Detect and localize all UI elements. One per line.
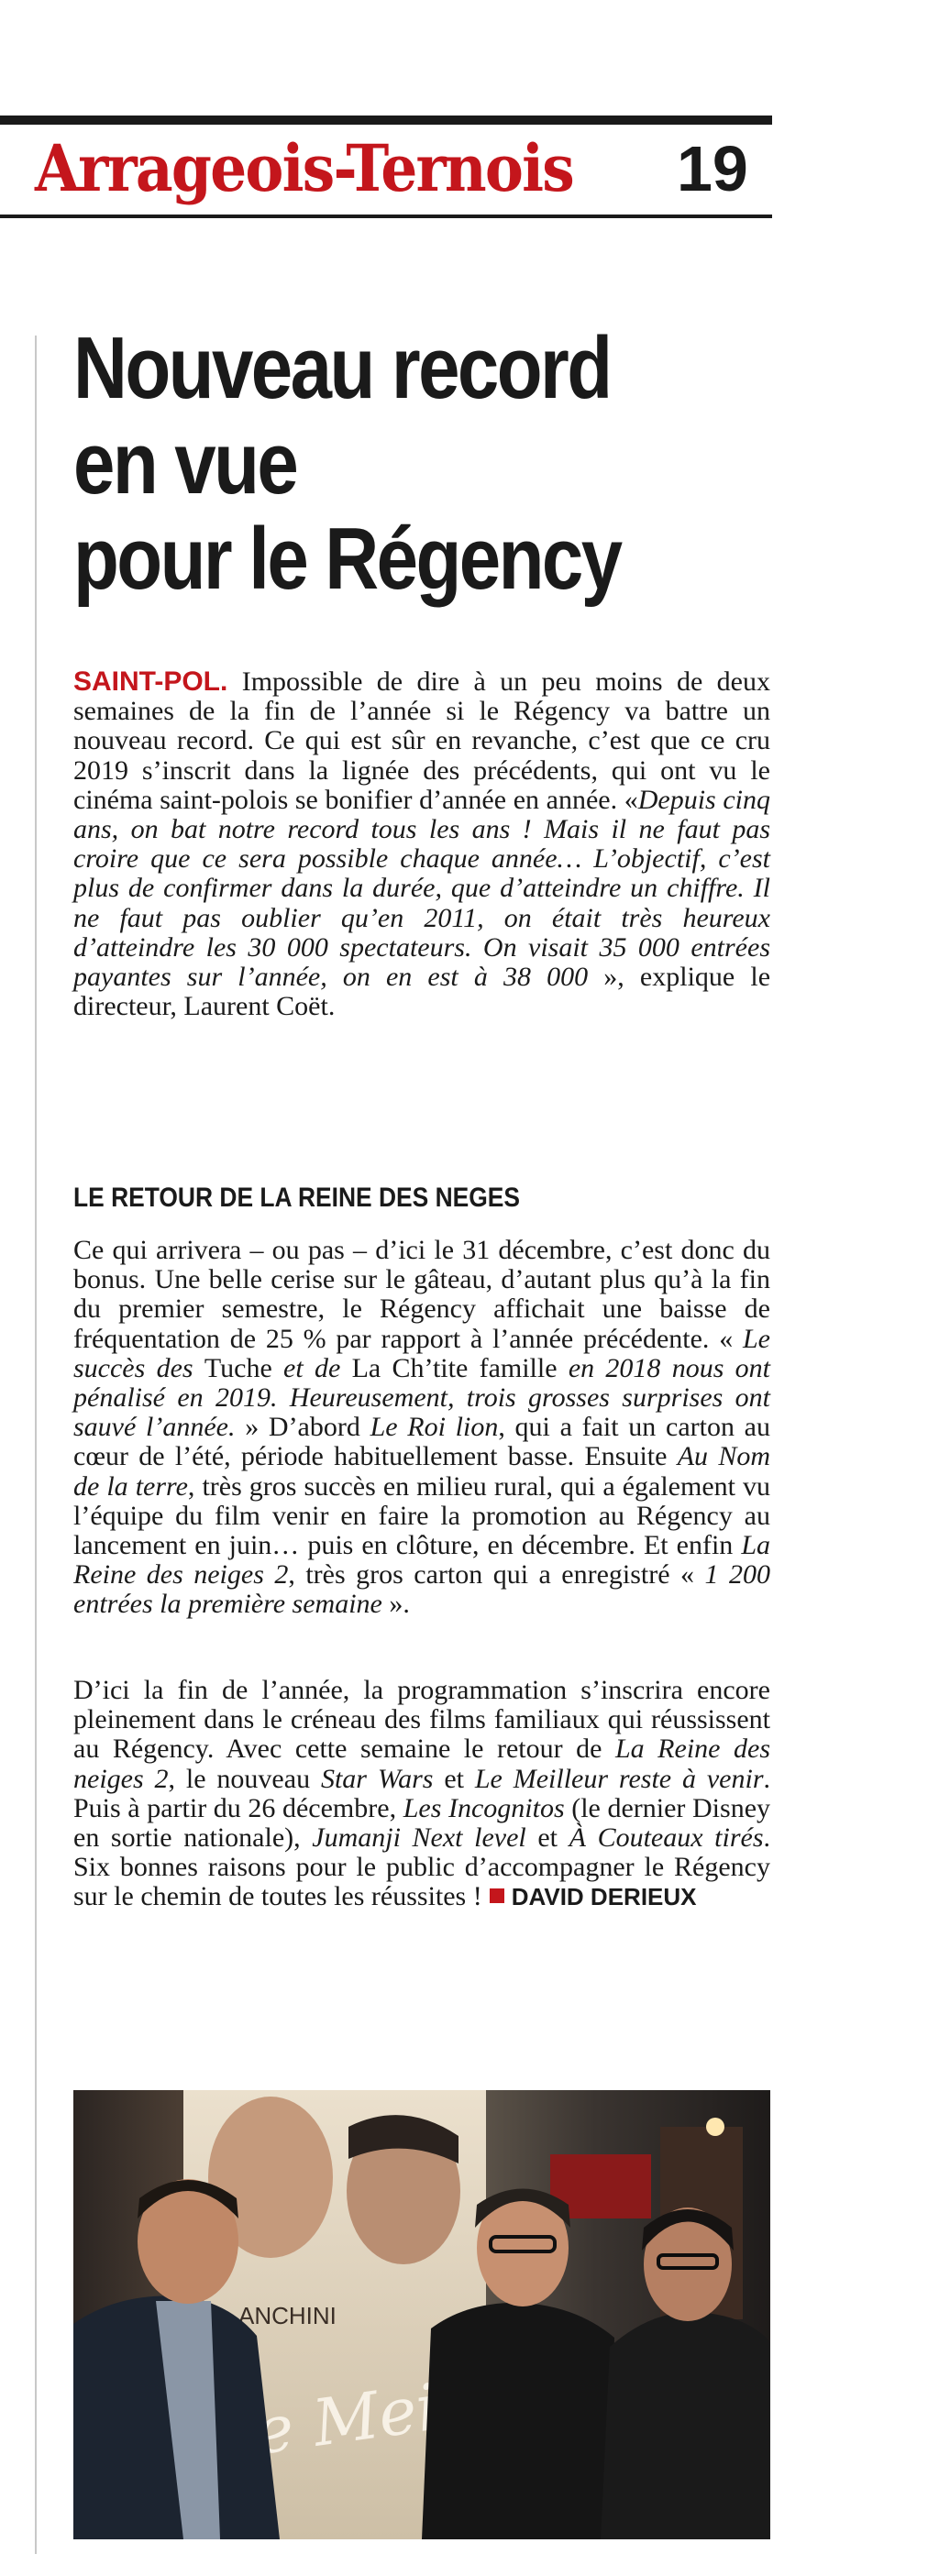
- section-title: Arrageois-Ternois: [35, 130, 573, 206]
- film-title: Jumanji Next level: [312, 1822, 526, 1854]
- article-paragraph-1: [73, 667, 770, 1021]
- headline-line: en vue: [73, 414, 297, 512]
- poster-credit-text: ANCHINI: [238, 2302, 337, 2329]
- photo-illustration: [73, 2090, 770, 2539]
- article-paragraph-3: [73, 1676, 770, 1912]
- quote-text: Le succès des: [73, 1323, 770, 1383]
- body-text: D’ici la fin de l’année, la programmation s’inscrira encore pleinement dans le créneau des films familiaux qui réussissent au Régency. Avec cette semaine le retour de: [73, 1675, 770, 1765]
- quote-text: et de: [271, 1352, 352, 1383]
- body-text: (le dernier Disney en sortie nationale),: [73, 1792, 771, 1854]
- dateline: SAINT-POL.: [73, 666, 228, 697]
- film-title: Tuche: [204, 1352, 272, 1383]
- body-text: » D’abord: [235, 1412, 370, 1443]
- headline-line: Nouveau record: [73, 319, 611, 417]
- ceiling-light: [706, 2118, 724, 2136]
- body-text: , très gros succès en milieu rural, qui a également vu l’équipe du film venir en faire la promotion au Régency au lancement en juin… puis en clôture, en décembre. Et enfin: [73, 1470, 771, 1561]
- person-middle-sweater: [422, 2303, 614, 2539]
- film-title: À Couteaux tirés: [569, 1822, 764, 1854]
- body-text: », explique le directeur, Laurent Coët.: [73, 962, 771, 1022]
- article-photo: [73, 2090, 770, 2539]
- quote-text: Depuis cinq ans, on bat notre record tous les ans ! Mais il ne faut pas croire que ce sera possible chaque année… L’objectif, c’est plus de confirmer dans la durée, que d’atteindre un chiffre. Il ne faut pas oublier qu’en 2011, on était très heureux d’atteindre les 30 000 spectateurs. On visait 35 000 entrées payantes sur l’année, on en est à 38 000: [73, 784, 771, 993]
- body-text: Ce qui arrivera – ou pas – d’ici le 31 décembre, c’est donc du bonus. Une belle cerise sur le gâteau, d’autant plus qu’à la fin du premier semestre, le Régency affichait une baisse de fréquentation de 25 % par rapport à l’année précédente. «: [73, 1235, 770, 1354]
- masthead-top-rule: [0, 116, 772, 125]
- subheading: LE RETOUR DE LA REINE DES NEGES: [73, 1183, 521, 1213]
- body-text: , qui a fait un carton au cœur de l’été, période habituellement basse. Ensuite: [73, 1412, 770, 1472]
- headline: [73, 321, 770, 607]
- end-of-article-mark: [490, 1888, 504, 1903]
- body-text: . Six bonnes raisons pour le public d’accompagner le Régency sur le chemin de toutes les réussites !: [73, 1822, 771, 1912]
- quote-text: 1 200 entrées la première semaine: [73, 1559, 771, 1620]
- person-right-jacket: [601, 2312, 770, 2539]
- body-text: , très gros carton qui a enregistré «: [288, 1559, 705, 1591]
- body-text: , le nouveau: [168, 1763, 321, 1794]
- film-title: Au Nom de la terre: [73, 1441, 770, 1502]
- body-text: et: [433, 1763, 475, 1794]
- byline: DAVID DERIEUX: [511, 1883, 697, 1911]
- masthead-bottom-rule: [0, 215, 772, 218]
- body-text: et: [525, 1822, 569, 1854]
- film-title: Le Meilleur reste à venir: [474, 1763, 764, 1794]
- poster-title-text: Meill: [308, 2363, 483, 2461]
- film-title: Les Incognitos: [403, 1792, 565, 1823]
- body-text: . Puis à partir du 26 décembre,: [73, 1763, 770, 1823]
- body-text: Impossible de dire à un peu moins de deux semaines de la fin de l’année si le Régency va battre un nouveau record. Ce qui est sûr en revanche, c’est que ce cru 2019 s’inscrit dans la lignée des précédents, qui ont vu le cinéma saint-polois se bonifier d’année en année. «: [73, 666, 770, 815]
- headline-line: pour le Régency: [73, 510, 621, 608]
- film-title: Star Wars: [320, 1763, 434, 1794]
- body-text: ».: [381, 1589, 410, 1620]
- film-title: La Reine des neiges 2: [73, 1734, 770, 1794]
- article-paragraph-2: [73, 1236, 770, 1620]
- quote-text: en 2018 nous ont pénalisé en 2019. Heureusement, trois grosses surprises ont sauvé l’année.: [73, 1352, 771, 1443]
- film-title: La Reine des neiges 2: [73, 1530, 770, 1591]
- column-divider: [35, 336, 37, 2554]
- film-title: La Ch’tite famille: [351, 1352, 558, 1383]
- film-title: Le Roi lion: [370, 1412, 499, 1443]
- page-number: 19: [677, 133, 748, 204]
